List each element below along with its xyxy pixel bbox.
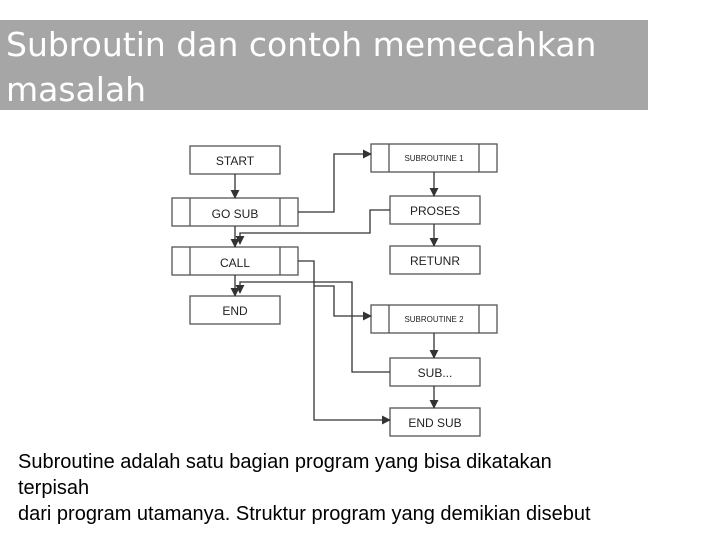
box-end-sub bbox=[390, 408, 480, 436]
box-subroutine-1-label: SUBROUTINE 1 bbox=[404, 154, 464, 163]
box-subroutine-2-label: SUBROUTINE 2 bbox=[404, 315, 464, 324]
box-subroutine-1 bbox=[371, 144, 497, 172]
body-line-1: Subroutine adalah satu bagian program yang bisa dikatakan bbox=[18, 451, 552, 473]
slide-title: Subroutin dan contoh memecahkan masalah bbox=[6, 25, 597, 109]
arrow-call-to-subroutine-2 bbox=[298, 261, 371, 316]
box-start-label: START bbox=[215, 154, 255, 168]
box-call-label: CALL bbox=[219, 256, 251, 270]
arrow-gosub-to-subroutine-1 bbox=[298, 154, 371, 212]
box-call bbox=[172, 247, 298, 275]
box-end-sub-label: END SUB bbox=[408, 416, 462, 430]
box-sub bbox=[390, 358, 480, 386]
box-go-sub-label: GO SUB bbox=[211, 207, 259, 221]
slide-body bbox=[18, 449, 718, 527]
box-start bbox=[190, 146, 280, 174]
body-line-2: terpisah bbox=[18, 477, 90, 499]
box-proses-label: PROSES bbox=[409, 204, 461, 218]
box-end-label: END bbox=[222, 304, 248, 318]
box-subroutine-2 bbox=[371, 305, 497, 333]
box-sub-label: SUB... bbox=[417, 366, 453, 380]
box-return bbox=[390, 246, 480, 274]
box-end bbox=[190, 296, 280, 324]
box-proses bbox=[390, 196, 480, 224]
box-return-label: RETUNR bbox=[410, 254, 460, 268]
box-go-sub bbox=[172, 198, 298, 226]
body-line-3: dari program utamanya. Struktur program yang demikian disebut bbox=[18, 503, 591, 525]
